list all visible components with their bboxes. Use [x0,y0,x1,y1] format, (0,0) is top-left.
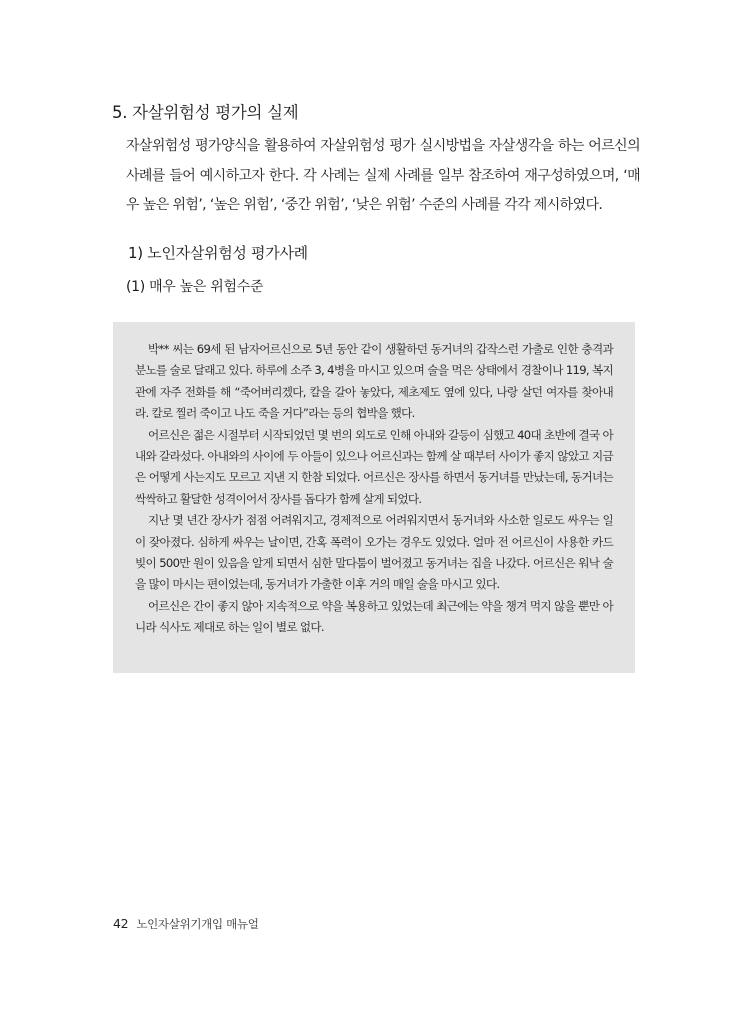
intro-text: 자살위험성 평가양식을 활용하여 자살위험성 평가 실시방법을 자살생각을 하는 어르신의 사례를 들어 예시하고자 한다. 각 사례는 실제 사례를 일부 참조하여 재구성하였으며, ‘매우 높은 위험’, ‘높은 위험’, ‘중간 위험’, ‘낮은 위험’ 수준의 사례를 각각 제시하였다. [126,138,640,213]
case-example-box [113,322,635,673]
intro-paragraph [112,132,640,221]
subsection-title: 1) 노인자살위험성 평가사례 [128,244,308,262]
case-paragraph-3: 지난 몇 년간 장사가 점점 어려워지고, 경제적으로 어려워지면서 동거녀와 사소한 일로도 싸우는 일이 잦아졌다. 심하게 싸우는 날이면, 간혹 폭력이 오가는 경우도 있었다. 얼마 전 어르신이 사용한 카드빚이 500만 원이 있음을 알게 되면서 심한 말다툼이 벌어졌고 동거녀는 집을 나갔다. 어르신은 워낙 술을 많이 마시는 편이었는데, 동거녀가 가출한 이후 거의 매일 술을 마시고 있다. [135,513,613,592]
case-paragraph-2: 어르신은 젊은 시절부터 시작되었던 몇 번의 외도로 인해 아내와 갈등이 심했고 40대 초반에 결국 아내와 갈라섰다. 아내와의 사이에 두 아들이 있으나 어르신과는 함께 살 때부터 사이가 좋지 않았고 지금은 어떻게 사는지도 모르고 지낸 지 한참 되었다. 어르신은 장사를 하면서 동거녀를 만났는데, 동거녀는 싹싹하고 활달한 성격이어서 장사를 돕다가 함께 살게 되었다. [135,427,613,506]
page-footer [113,916,259,932]
case-paragraph-1: 박** 씨는 69세 된 남자어르신으로 5년 동안 같이 생활하던 동거녀의 갑작스런 가출로 인한 충격과 분노를 술로 달래고 있다. 하루에 소주 3, 4병을 마시고 있으며 술을 먹은 상태에서 경찰이나 119, 복지관에 자주 전화를 해 “죽어버리겠다, 칼을 갈아 놓았다, 제초제도 옆에 있다, 나랑 살던 여자를 찾아내라. 칼로 찔러 죽이고 나도 죽을 거다”라는 등의 협박을 했다. [135,342,613,421]
subsection-subtitle: (1) 매우 높은 위험수준 [126,279,264,295]
section-title: 5. 자살위험성 평가의 실제 [112,103,299,122]
page-number: 42 [113,916,129,931]
case-paragraph-4: 어르신은 간이 좋지 않아 지속적으로 약을 복용하고 있었는데 최근에는 약을 챙겨 먹지 않을 뿐만 아니라 식사도 제대로 하는 일이 별로 없다. [135,598,613,635]
book-title: 노인자살위기개입 매뉴얼 [136,917,259,931]
